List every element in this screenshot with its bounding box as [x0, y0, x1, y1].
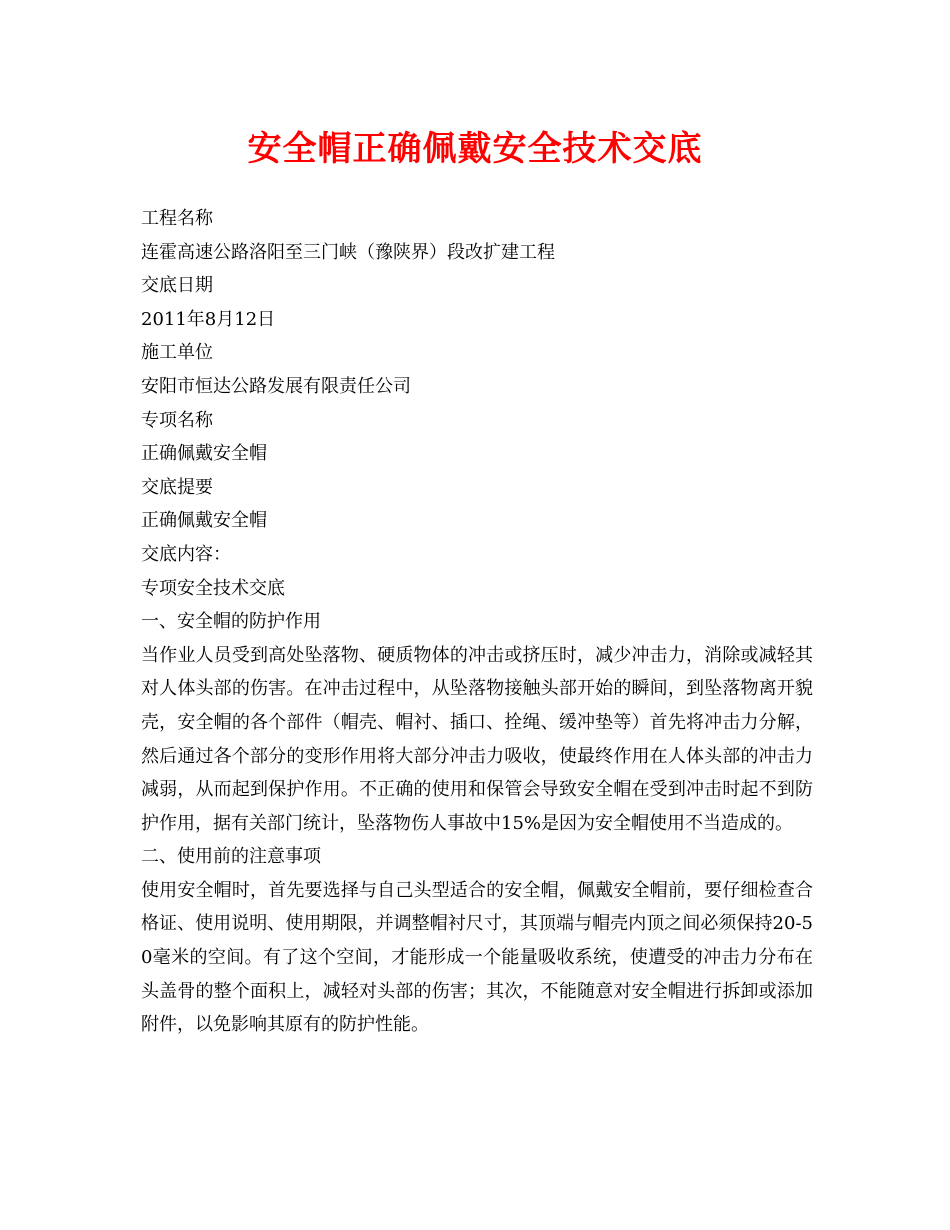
section-heading-precautions: 二、使用前的注意事项	[141, 846, 321, 868]
section-heading-protection: 一、安全帽的防护作用	[141, 611, 321, 633]
field-label-topic: 专项名称	[141, 409, 213, 431]
field-value-summary: 正确佩戴安全帽	[141, 510, 267, 532]
field-label-summary: 交底提要	[141, 476, 213, 498]
field-value-date: 2011年8月12日	[141, 308, 276, 330]
section-text-protection: 当作业人员受到高处坠落物、硬质物体的冲击或挤压时，减少冲击力，消除或减轻其对人体头部的伤害。在冲击过程中，从坠落物接触头部开始的瞬间，到坠落物离开貌壳，安全帽的各个部件（帽壳、帽衬、插口、拴绳、缓冲垫等）首先将冲击力分解，然后通过各个部分的变形作用将大部分冲击力吸收，使最终作用在人体头部的冲击力减弱，从而起到保护作用。不正确的使用和保管会导致安全帽在受到冲击时起不到防护作用，据有关部门统计，坠落物伤人事故中15%是因为安全帽使用不当造成的。	[141, 644, 813, 834]
section-text-precautions: 使用安全帽时，首先要选择与自己头型适合的安全帽，佩戴安全帽前，要仔细检查合格证、使用说明、使用期限，并调整帽衬尺寸，其顶端与帽壳内顶之间必须保持20-50毫米的空间。有了这个空间，才能形成一个能量吸收系统，使遭受的冲击力分布在头盖骨的整个面积上，减轻对头部的伤害；其次，不能随意对安全帽进行拆卸或添加附件，以免影响其原有的防护性能。	[141, 879, 813, 1036]
content-label: 交底内容：	[141, 543, 231, 565]
field-value-project-name: 连霍高速公路洛阳至三门峡（豫陕界）段改扩建工程	[141, 241, 555, 263]
document-body	[141, 202, 813, 1042]
document-title: 安全帽正确佩戴安全技术交底	[247, 129, 703, 169]
field-value-topic: 正确佩戴安全帽	[141, 443, 267, 465]
subtitle: 专项安全技术交底	[141, 577, 285, 599]
field-label-date: 交底日期	[141, 275, 213, 297]
field-label-project-name: 工程名称	[141, 208, 213, 229]
field-value-unit: 安阳市恒达公路发展有限责任公司	[141, 375, 411, 397]
field-label-unit: 施工单位	[141, 342, 213, 364]
